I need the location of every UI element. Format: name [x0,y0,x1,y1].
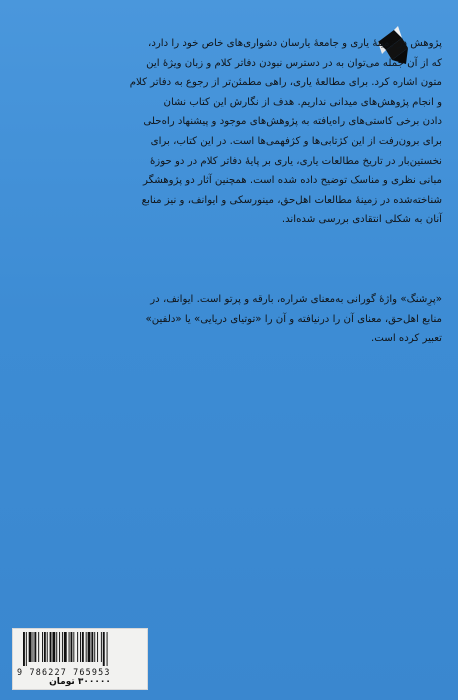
text-line: دادن برخی کاستی‌های راه‌یافته به پژوهش‌های موجود و پیشنهاد راه‌حلی [143,116,442,128]
title-explanation-paragraph [22,290,442,349]
barcode-bar [47,632,48,662]
barcode-bar [91,632,93,662]
barcode-bar [62,632,63,662]
barcode-bar [101,632,102,662]
barcode-bar [107,632,108,666]
barcode-bar [86,632,87,662]
text-line: و انجام پژوهش‌های میدانی نداریم. هدف از نگارش این کتاب نشان [163,96,442,108]
barcode-bar [33,632,34,662]
barcode-bar [64,632,67,662]
barcode-bar [103,632,105,666]
price-label: ۳۰۰۰۰۰ تومان [49,677,111,687]
barcode-bar [23,632,25,666]
text-line: «پرِشنگ» واژهٔ گورانی به‌معنای شراره، بارقه و پرتو است. ایوانف، در [150,294,442,305]
barcode-icon [17,632,143,666]
barcode-bar [77,632,78,662]
text-line: که از آن جمله می‌توان به در دسترس نبودن دفاتر کلام و زبان ویژهٔ این [146,57,442,69]
description-paragraph [22,34,442,230]
text-line: پژوهش در زمینهٔ یاری و جامعهٔ یارسان دشواری‌های خاص خود را دارد، [148,38,442,49]
barcode-bar [26,632,27,666]
barcode-bar [56,632,57,662]
barcode-bar [97,632,98,662]
text-line: مبانی نظری و مناسک توضیح داده شده است. همچنین آثار دو پژوهشگر [142,175,442,187]
barcode-bar [71,632,73,662]
text-line: آنان به شکلی انتقادی بررسی شده‌اند. [281,214,442,226]
barcode-bar [94,632,95,662]
barcode-bar [59,632,60,662]
barcode-bar [38,632,39,662]
barcode-bar [50,632,52,662]
barcode-label [12,628,148,690]
barcode-bar [34,632,36,662]
barcode-bar [82,632,84,662]
text-line: منابع اهل‌حق، معنای آن را درنیافته و آن را «توتیای دریایی» یا «دلفین» [145,313,442,325]
text-line: شناخته‌شده در زمینهٔ مطالعات اهل‌حق، مینورسکی و ایوانف، و نیز منابع [141,194,442,206]
barcode-bar [42,632,43,662]
barcode-bar [69,632,70,662]
barcode-bar [29,632,32,662]
text-line: تعبیر کرده است. [371,333,442,345]
barcode-bar [80,632,81,662]
barcode-bar [52,632,55,662]
isbn-digits: 9 786227 765953 [17,667,111,677]
barcode-bar [88,632,91,662]
text-line: نخستین‌بار در تاریخ مطالعات یاری، یاری بر پایهٔ دفاتر کلام در دو حوزهٔ [149,155,442,167]
barcode-bar [44,632,46,662]
text-line: برای برون‌رفت از این کژتابی‌ها و کژفهمی‌ها است. در این کتاب، برای [150,135,442,147]
barcode-bar [73,632,74,662]
text-line: متون اشاره کرد. برای مطالعهٔ یاری، راهی مطمئن‌تر از رجوع به دفاتر کلام [129,77,442,89]
